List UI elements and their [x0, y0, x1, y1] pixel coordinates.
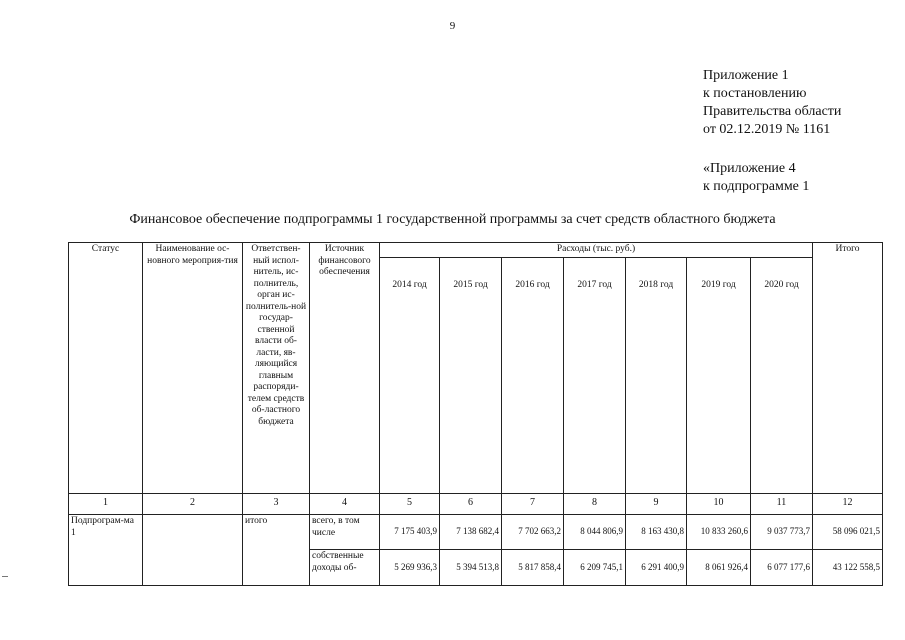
- value-cell: 5 817 858,4: [502, 550, 564, 586]
- appendix-line: к подпрограмме 1: [703, 179, 810, 194]
- page-number: 9: [449, 20, 456, 32]
- header-total: Итого: [813, 243, 883, 494]
- column-index: 6: [440, 494, 502, 515]
- header-spacer: [502, 292, 564, 494]
- header-spacer: [687, 292, 751, 494]
- column-index-row: [69, 494, 883, 515]
- event-cell: [143, 515, 243, 586]
- responsible-cell: итого: [243, 515, 310, 586]
- value-cell: 7 175 403,9: [380, 515, 440, 550]
- value-cell: 10 833 260,6: [687, 515, 751, 550]
- header-year: 2020 год: [751, 257, 813, 292]
- column-index: 12: [813, 494, 883, 515]
- column-index: 11: [751, 494, 813, 515]
- total-cell: 58 096 021,5: [813, 515, 883, 550]
- appendix-line: от 02.12.2019 № 1161: [703, 122, 831, 137]
- header-spacer: [440, 292, 502, 494]
- margin-mark: [2, 576, 8, 577]
- appendix-line: к постановлению: [703, 86, 807, 101]
- column-index: 10: [687, 494, 751, 515]
- column-index: 2: [143, 494, 243, 515]
- header-year: 2019 год: [687, 257, 751, 292]
- header-spacer: [751, 292, 813, 494]
- header-expenses: Расходы (тыс. руб.): [380, 243, 813, 258]
- value-cell: 8 163 430,8: [626, 515, 687, 550]
- header-responsible: Ответствен-ный испол-нитель, ис-полнитель, орган ис-полнитель-ной государ-ственной власти об-ласти, яв-ляющийся главным распоряди-телем средств об-ластного бюджета: [243, 243, 310, 494]
- value-cell: 5 394 513,8: [440, 550, 502, 586]
- value-cell: 6 077 177,6: [751, 550, 813, 586]
- value-cell: 7 702 663,2: [502, 515, 564, 550]
- value-cell: 5 269 936,3: [380, 550, 440, 586]
- header-event: Наименование ос-новного мероприя-тия: [143, 243, 243, 494]
- header-spacer: [380, 292, 440, 494]
- column-index: 3: [243, 494, 310, 515]
- financing-table: [68, 242, 883, 586]
- column-index: 7: [502, 494, 564, 515]
- column-index: 5: [380, 494, 440, 515]
- column-index: 1: [69, 494, 143, 515]
- header-year: 2018 год: [626, 257, 687, 292]
- source-cell: собственные доходы об-: [310, 550, 380, 586]
- value-cell: 8 061 926,4: [687, 550, 751, 586]
- table-row: [69, 515, 883, 550]
- header-year: 2017 год: [564, 257, 626, 292]
- value-cell: 8 044 806,9: [564, 515, 626, 550]
- header-source: Источник финансового обеспечения: [310, 243, 380, 494]
- column-index: 4: [310, 494, 380, 515]
- header-row: [69, 243, 883, 258]
- header-year: 2015 год: [440, 257, 502, 292]
- value-cell: 7 138 682,4: [440, 515, 502, 550]
- header-year: 2016 год: [502, 257, 564, 292]
- source-cell: всего, в том числе: [310, 515, 380, 550]
- total-cell: 43 122 558,5: [813, 550, 883, 586]
- header-year: 2014 год: [380, 257, 440, 292]
- value-cell: 9 037 773,7: [751, 515, 813, 550]
- column-index: 9: [626, 494, 687, 515]
- appendix-line: Правительства области: [703, 104, 842, 119]
- document-title: Финансовое обеспечение подпрограммы 1 государственной программы за счет средств областного бюджета: [129, 212, 776, 227]
- appendix-line: Приложение 1: [703, 68, 789, 83]
- column-index: 8: [564, 494, 626, 515]
- appendix-reference: [703, 160, 809, 196]
- header-status: Статус: [69, 243, 143, 494]
- header-spacer: [564, 292, 626, 494]
- status-cell: Подпрограм-ма 1: [69, 515, 143, 586]
- header-spacer: [626, 292, 687, 494]
- value-cell: 6 209 745,1: [564, 550, 626, 586]
- appendix-line: «Приложение 4: [703, 161, 796, 176]
- value-cell: 6 291 400,9: [626, 550, 687, 586]
- appendix-header: [703, 67, 841, 139]
